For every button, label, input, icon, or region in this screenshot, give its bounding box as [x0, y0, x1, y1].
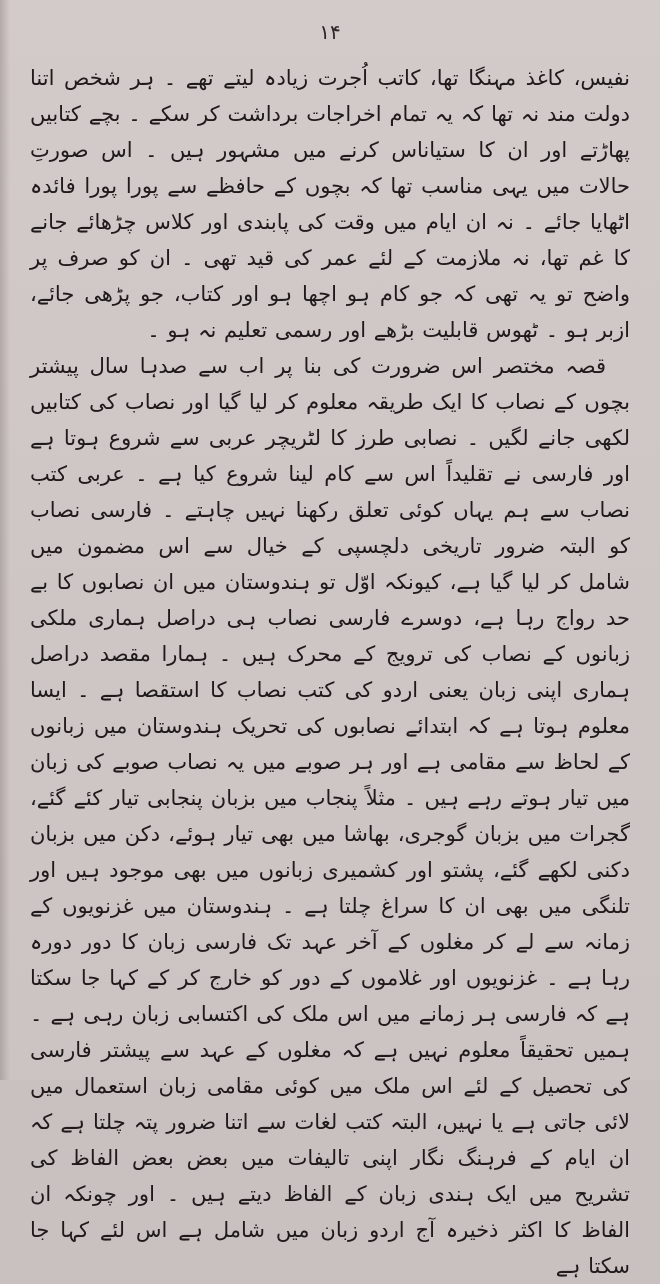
page-binding-shadow [0, 0, 10, 1080]
paragraph-1: نفیس، کاغذ مہنگا تھا، کاتب اُجرت زیادہ لیتے تھے ۔ ہر شخص اتنا دولت مند نہ تھا کہ یہ تمام اخراجات برداشت کر سکے ۔ بچے کتابیں پھاڑتے اور ان کا ستیاناس کرنے میں مشہور ہیں ۔ اس صورتِ حالات میں یہی مناسب تھا کہ بچوں کے حافظے سے پورا پورا فائدہ اٹھایا جائے ۔ نہ ان ایام میں وقت کی پابندی اور کلاس چڑھائے جانے کا غم تھا، نہ ملازمت کے لئے عمر کی قید تھی ۔ ان کو صرف پر واضح تو یہ تھی کہ جو کام ہو اچھا ہو اور کتاب، جو پڑھی جائے، ازبر ہو ۔ ٹھوس قابلیت بڑھے اور رسمی تعلیم نہ ہو ۔ [30, 66, 630, 342]
paragraph-2: قصہ مختصر اس ضرورت کی بنا پر اب سے صدہا سال پیشتر بچوں کے نصاب کا ایک طریقہ معلوم کر لیا گیا اور نصاب کی کتابیں لکھی جانے لگیں ۔ نصابی طرز کا لٹریچر عربی سے شروع ہوتا ہے اور فارسی نے تقلیداً اس سے کام لینا شروع کیا ہے ۔ عربی کتب نصاب سے ہم یہاں کوئی تعلق رکھنا نہیں چاہتے ۔ فارسی نصاب کو البتہ ضرور تاریخی دلچسپی کے خیال سے اس مضمون میں شامل کر لیا گیا ہے، کیونکہ اوّل تو ہندوستان میں ان نصابوں کا بے حد رواج رہا ہے، دوسرے فارسی نصاب ہی دراصل ہماری ملکی زبانوں کے نصاب کی ترویج کے محرک ہیں ۔ ہمارا مقصد دراصل ہماری اپنی زبان یعنی اردو کی کتب نصاب کا استقصا ہے ۔ ایسا معلوم ہوتا ہے کہ ابتدائے نصابوں کی تحریک ہندوستان میں زبانوں کے لحاظ سے مقامی ہے اور ہر صوبے میں یہ نصاب صوبے کی زبان میں تیار ہوتے رہے ہیں ۔ مثلاً پنجاب میں بزبان پنجابی تیار کئے گئے، گجرات میں بزبان گوجری، بھاشا میں بھی تیار ہوئے، دکن میں بزبان دکنی لکھے گئے، پشتو اور کشمیری زبانوں میں بھی موجود ہیں اور تلنگی میں بھی ان کا سراغ چلتا ہے ۔ ہندوستان میں غزنویوں کے زمانہ سے لے کر مغلوں کے آخر عہد تک فارسی زبان کا دور دورہ رہا ہے ۔ غزنویوں اور غلاموں کے دور کو خارج کر کے کہا جا سکتا ہے کہ فارسی ہر زمانے میں اس ملک کی اکتسابی زبان رہی ہے ۔ ہمیں تحقیقاً معلوم نہیں ہے کہ مغلوں کے عہد سے پیشتر فارسی کی تحصیل کے لئے اس ملک میں کوئی مقامی زبان استعمال میں لائی جاتی ہے یا نہیں، البتہ کتب لغات سے اتنا ضرور پتہ چلتا ہے کہ ان ایام کے فرہنگ نگار اپنی تالیفات میں بعض بعض الفاظ کی تشریح میں ایک ہندی زبان کے الفاظ دیتے ہیں ۔ اور چونکہ ان الفاظ کا اکثر ذخیرہ آج اردو زبان میں شامل ہے اس لئے کہا جا سکتا ہے [30, 354, 630, 1278]
page-text [30, 60, 630, 1284]
page-number: ۱۴ [319, 20, 341, 44]
